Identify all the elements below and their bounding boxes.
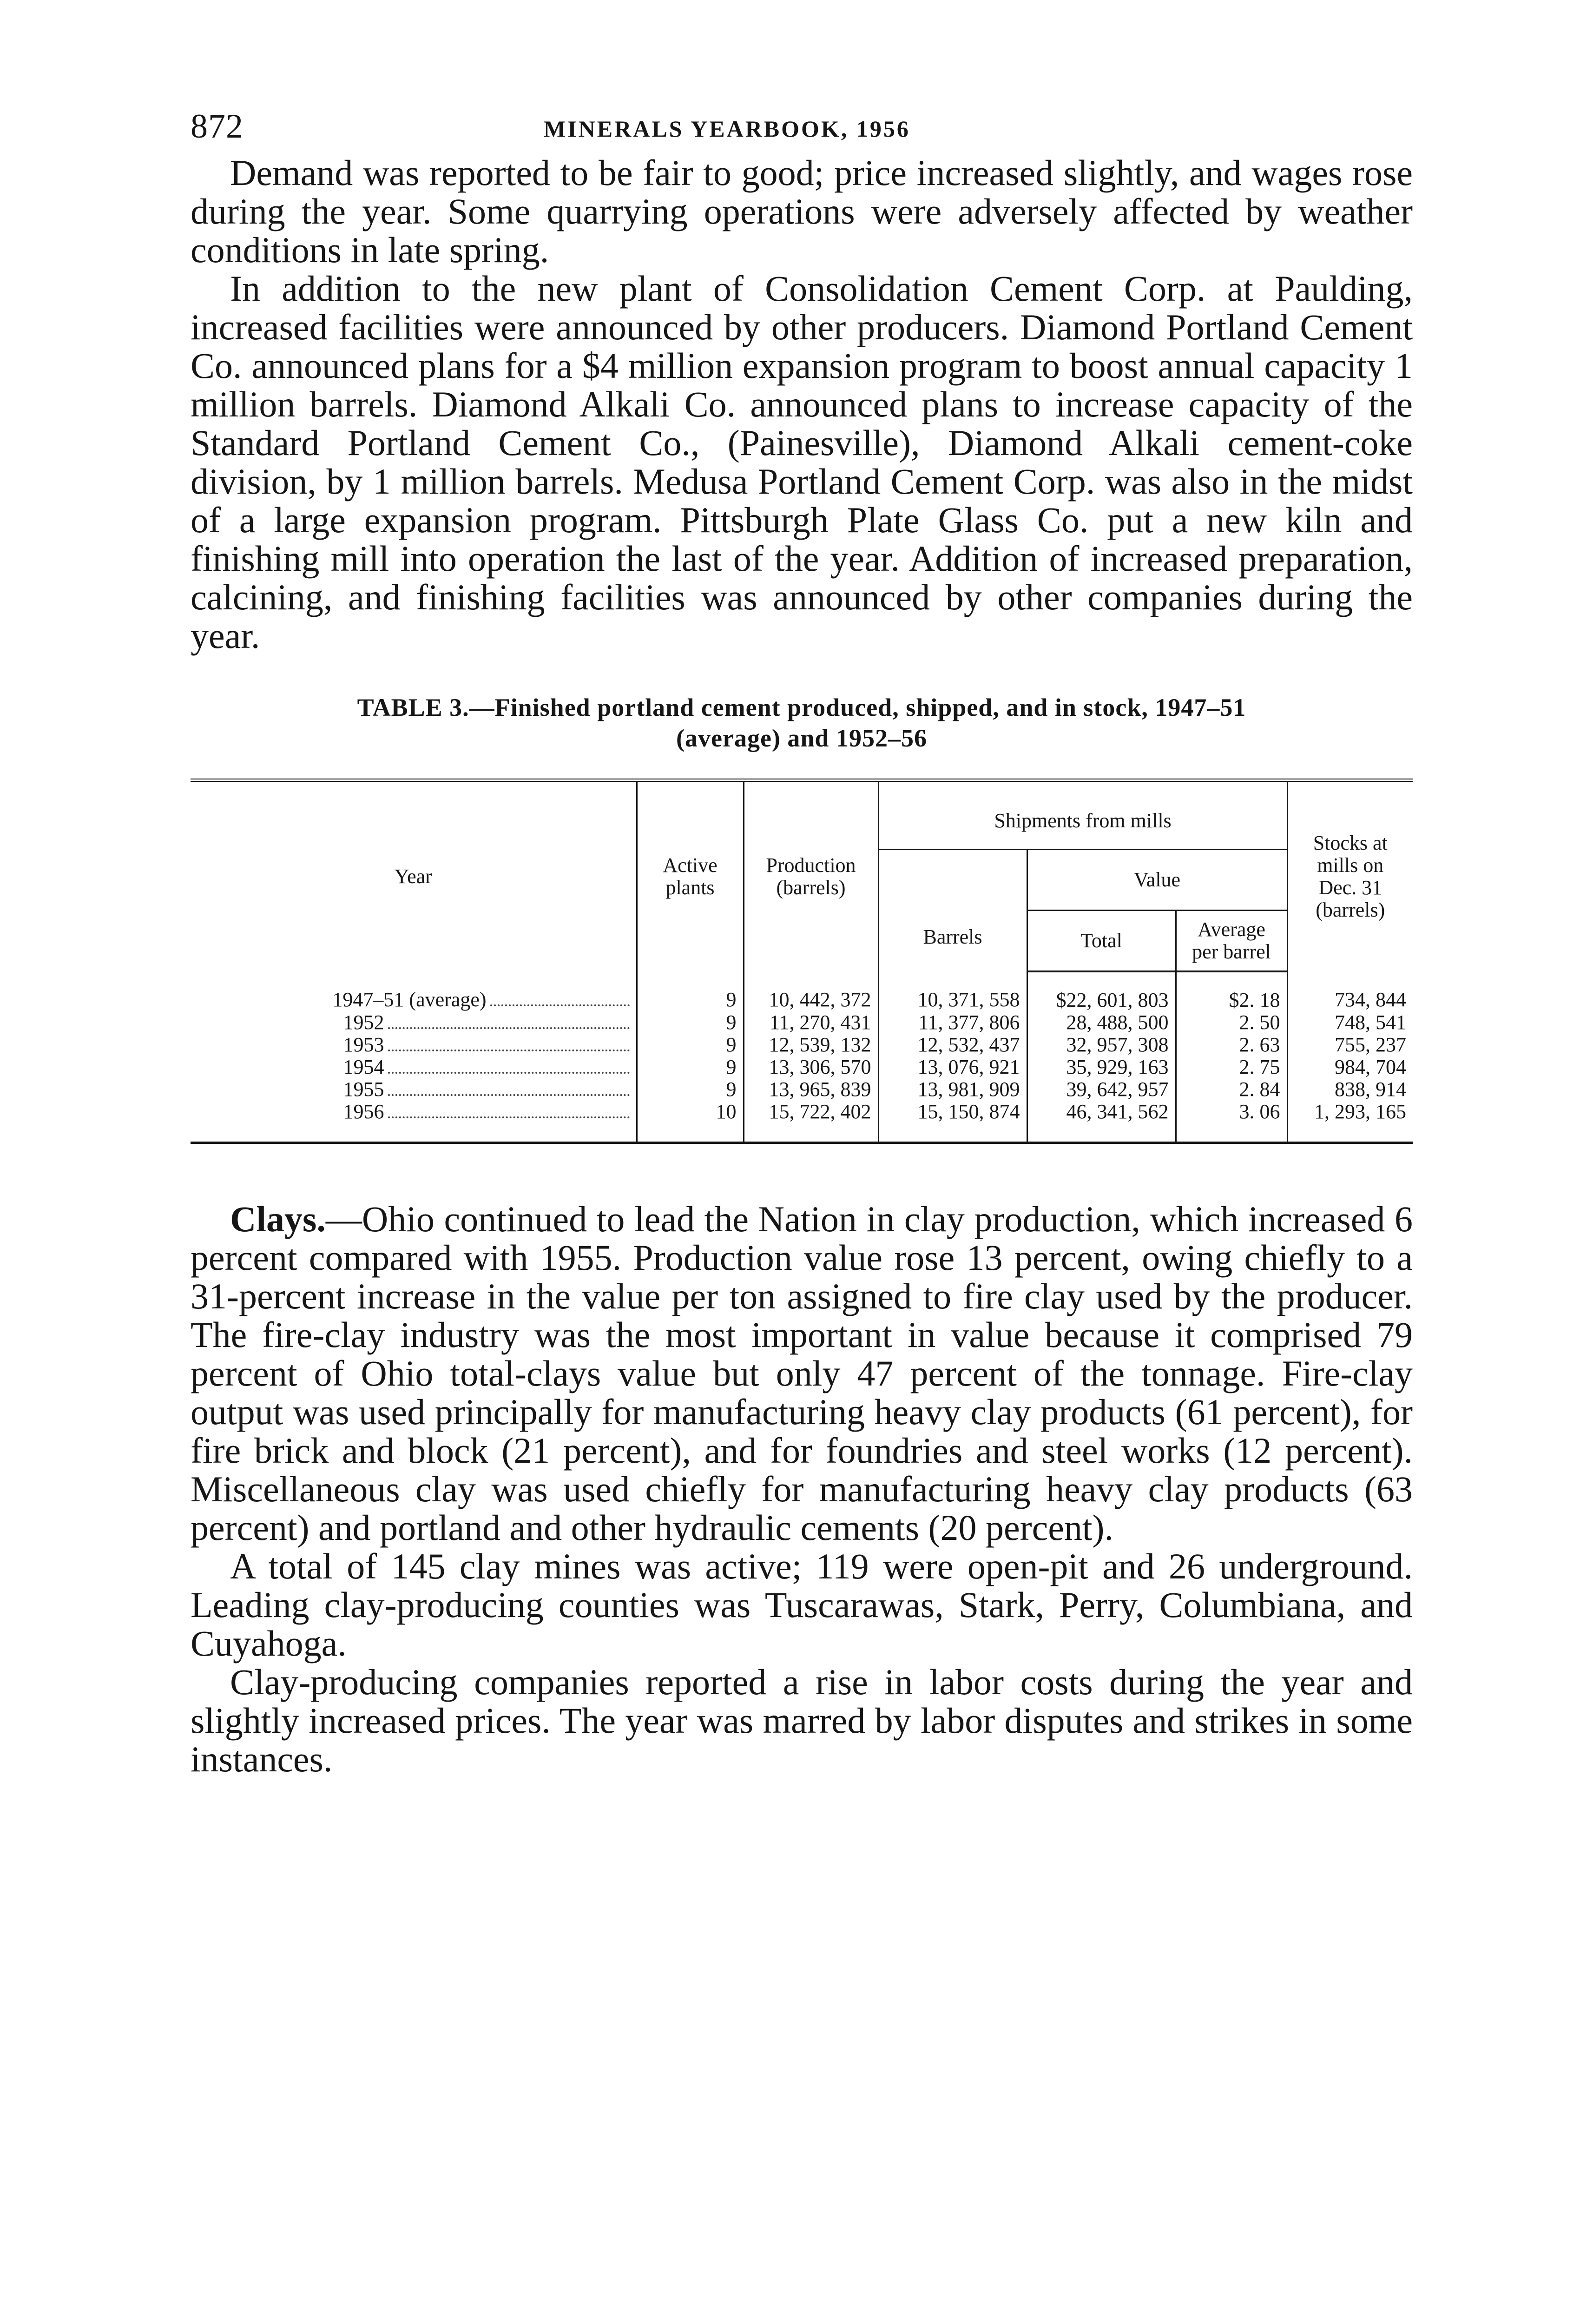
page-number: 872: [191, 107, 244, 145]
year-label: 1953: [343, 1033, 384, 1056]
plants-cell: 9: [637, 1034, 744, 1056]
average-value-cell: 2. 75: [1176, 1056, 1287, 1078]
header-production-line-1: Production: [766, 854, 856, 877]
running-header: [191, 98, 1413, 153]
header-stocks-line-4: (barrels): [1316, 898, 1385, 921]
total-value-cell: 32, 957, 308: [1027, 1034, 1176, 1056]
table-row: [191, 1101, 1413, 1143]
production-cell: 10, 442, 372: [744, 971, 878, 1011]
production-cell: 12, 539, 132: [744, 1034, 878, 1056]
production-cell: 13, 306, 570: [744, 1056, 878, 1078]
paragraph-clays: [191, 1200, 1413, 1547]
total-value-cell: 39, 642, 957: [1027, 1078, 1176, 1101]
header-stocks-line-1: Stocks at: [1313, 832, 1388, 854]
table-row: [191, 1034, 1413, 1056]
stocks-cell: 1, 293, 165: [1287, 1101, 1413, 1143]
average-value-cell: 2. 84: [1176, 1078, 1287, 1101]
total-value-cell: $22, 601, 803: [1027, 971, 1176, 1011]
stocks-cell: 734, 844: [1287, 971, 1413, 1011]
dot-leader: [388, 1072, 630, 1074]
paragraph-clay-mines: A total of 145 clay mines was active; 119 were open-pit and 26 underground. Leading clay-producing counties was Tuscarawas, Stark, Perry, Columbiana, and Cuyahoga.: [191, 1546, 1413, 1664]
year-cell: [191, 1056, 637, 1078]
header-value: Value: [1027, 850, 1287, 911]
cement-table: [191, 779, 1413, 1144]
barrels-cell: 13, 076, 921: [878, 1056, 1027, 1078]
header-active-plants: [637, 780, 744, 972]
plants-cell: 9: [637, 1011, 744, 1034]
plants-cell: 10: [637, 1101, 744, 1143]
clays-heading: Clays.: [230, 1199, 326, 1239]
barrels-cell: 15, 150, 874: [878, 1101, 1027, 1143]
average-value-cell: 2. 50: [1176, 1011, 1287, 1034]
dot-leader: [388, 1027, 630, 1029]
header-active-plants-line-2: plants: [665, 876, 715, 899]
year-cell: [191, 1101, 637, 1143]
header-stocks-line-2: mills on: [1317, 854, 1384, 877]
average-value-cell: $2. 18: [1176, 971, 1287, 1011]
barrels-cell: 13, 981, 909: [878, 1078, 1027, 1101]
header-average-line-2: per barrel: [1192, 940, 1271, 963]
dot-leader: [388, 1094, 630, 1096]
paragraph-expansion: In addition to the new plant of Consolidation Cement Corp. at Paulding, increased facilities were announced by other producers. Diamond Portland Cement Co. announced plans for a $4 million expansion program to boost annual capacity 1 million barrels. Diamond Alkali Co. announced plans to increase capacity of the Standard Portland Cement Co., (Painesville), Diamond Alkali cement-coke division, by 1 million barrels. Medusa Portland Cement Corp. was also in the midst of a large expansion program. Pittsburgh Plate Glass Co. put a new kiln and finishing mill into operation the last of the year. Addition of increased preparation, calcining, and finishing facilities was announced by other companies during the year.: [191, 268, 1413, 656]
table-row: [191, 1056, 1413, 1078]
header-total: Total: [1027, 911, 1176, 972]
paragraph-clay-labor: Clay-producing companies reported a rise in labor costs during the year and slightly increased prices. The year was marred by labor disputes and strikes in some instances.: [191, 1662, 1413, 1779]
barrels-cell: 10, 371, 558: [878, 971, 1027, 1011]
stocks-cell: 748, 541: [1287, 1011, 1413, 1034]
average-value-cell: 3. 06: [1176, 1101, 1287, 1143]
stocks-cell: 984, 704: [1287, 1056, 1413, 1078]
document-page: [191, 98, 1413, 1778]
header-production-line-2: (barrels): [776, 876, 846, 899]
header-active-plants-line-1: Active: [663, 854, 718, 877]
header-year: Year: [191, 780, 637, 972]
table-caption-line-2: (average) and 1952–56: [676, 724, 927, 752]
header-barrels: Barrels: [878, 850, 1027, 972]
year-cell: [191, 1034, 637, 1056]
table-caption-line-1: TABLE 3.—Finished portland cement produced, shipped, and in stock, 1947–51: [357, 693, 1246, 721]
production-cell: 15, 722, 402: [744, 1101, 878, 1143]
plants-cell: 9: [637, 1078, 744, 1101]
plants-cell: 9: [637, 1056, 744, 1078]
plants-cell: 9: [637, 971, 744, 1011]
year-label: 1954: [343, 1056, 384, 1078]
year-label: 1952: [343, 1011, 384, 1034]
header-average-per-barrel: [1176, 911, 1287, 972]
year-cell: [191, 1011, 637, 1034]
table-row: [191, 971, 1413, 1011]
year-cell: [191, 971, 637, 1011]
table-row: [191, 1011, 1413, 1034]
header-average-line-1: Average: [1198, 918, 1265, 941]
year-label: 1956: [343, 1100, 384, 1123]
total-value-cell: 46, 341, 562: [1027, 1101, 1176, 1143]
table-caption: [191, 692, 1413, 753]
running-title: MINERALS YEARBOOK, 1956: [544, 116, 910, 142]
header-production: [744, 780, 878, 972]
barrels-cell: 12, 532, 437: [878, 1034, 1027, 1056]
header-stocks: [1287, 780, 1413, 972]
year-label: 1947–51 (average): [332, 988, 487, 1011]
year-label: 1955: [343, 1078, 384, 1101]
dot-leader: [388, 1116, 630, 1118]
total-value-cell: 35, 929, 163: [1027, 1056, 1176, 1078]
total-value-cell: 28, 488, 500: [1027, 1011, 1176, 1034]
year-cell: [191, 1078, 637, 1101]
clays-text: —Ohio continued to lead the Nation in clay production, which increased 6 percent compared with 1955. Production value rose 13 percent, owing chiefly to a 31-percent increase in the value per ton assigned to fire clay used by the producer. The fire-clay industry was the most important in value because it comprised 79 percent of Ohio total-clays value but only 47 percent of the tonnage. Fire-clay output was used principally for manufacturing heavy clay products (61 percent), for fire brick and block (21 percent), and for foundries and steel works (12 percent). Miscellaneous clay was used chiefly for manufacturing heavy clay products (63 percent) and portland and other hydraulic cements (20 percent).: [191, 1199, 1413, 1548]
dot-leader: [490, 1004, 630, 1006]
header-shipments: Shipments from mills: [878, 780, 1287, 850]
stocks-cell: 838, 914: [1287, 1078, 1413, 1101]
stocks-cell: 755, 237: [1287, 1034, 1413, 1056]
average-value-cell: 2. 63: [1176, 1034, 1287, 1056]
table-row: [191, 1078, 1413, 1101]
dot-leader: [388, 1050, 630, 1051]
production-cell: 13, 965, 839: [744, 1078, 878, 1101]
production-cell: 11, 270, 431: [744, 1011, 878, 1034]
paragraph-demand: Demand was reported to be fair to good; price increased slightly, and wages rose during the year. Some quarrying operations were adversely affected by weather conditions in late spring.: [191, 152, 1413, 270]
header-stocks-line-3: Dec. 31: [1318, 876, 1382, 899]
barrels-cell: 11, 377, 806: [878, 1011, 1027, 1034]
